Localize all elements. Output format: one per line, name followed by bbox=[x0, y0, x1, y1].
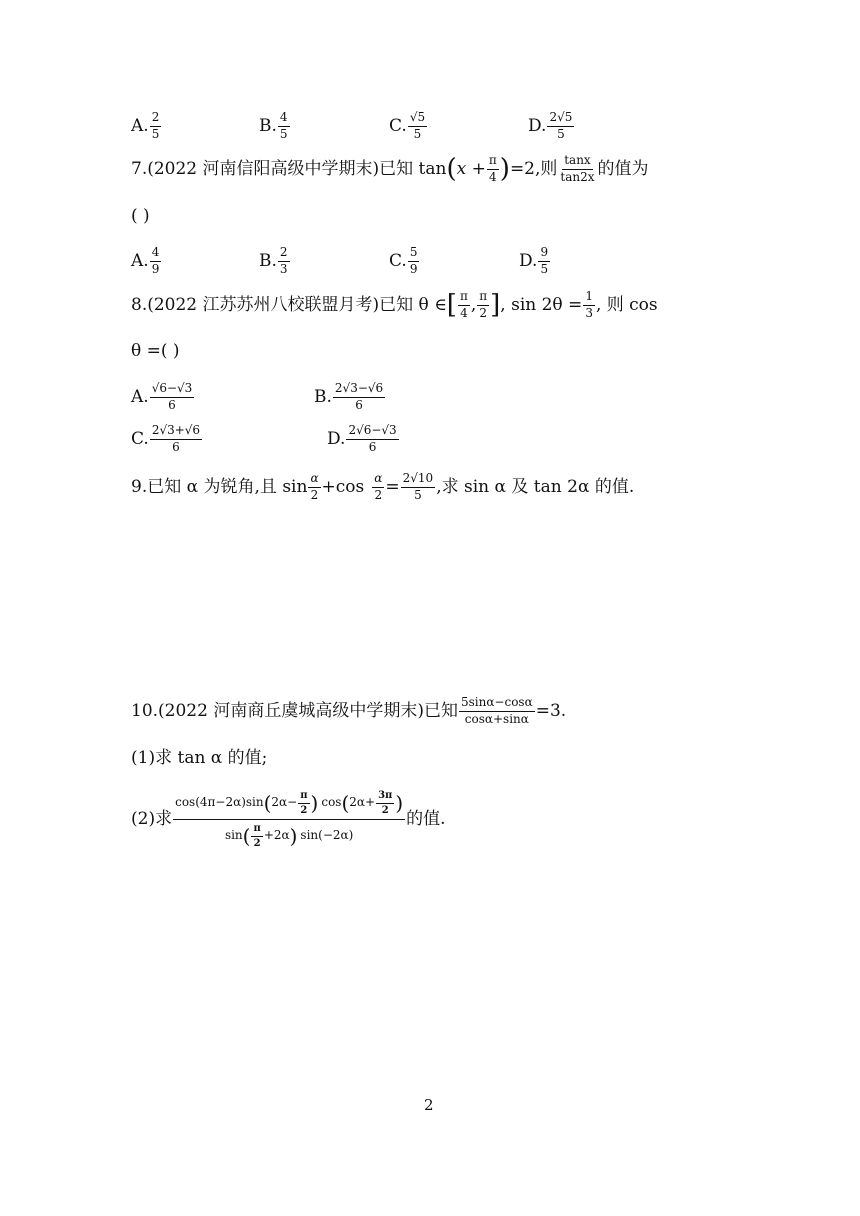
q7-option-b: B. $\frac{2}{3}$ bbox=[259, 245, 288, 276]
q8-option-a: A. $\frac{√6-√3}{6}$ bbox=[131, 381, 193, 412]
fraction: $\frac{2√5}{5}$ bbox=[549, 110, 573, 141]
q6-option-c: C. $\frac{√5}{5}$ bbox=[389, 110, 426, 141]
q6-option-a: A. $\frac{2}{5}$ bbox=[131, 110, 160, 141]
fraction: $\frac{√5}{5}$ bbox=[409, 110, 426, 141]
fraction: $\frac{\pi}{4}$ bbox=[488, 153, 497, 184]
fraction: $\frac{\alpha}{2}$ bbox=[310, 471, 319, 502]
q6-option-d: D. $\frac{2√5}{5}$ bbox=[528, 110, 573, 141]
q8-option-c: C. $\frac{2√3+√6}{6}$ bbox=[131, 423, 201, 454]
question-10-part-1: (1)求 tan α 的值; bbox=[131, 748, 268, 768]
question-10-stem: 10.(2022 河南商丘虞城高级中学期末)已知 $\frac{5\sin\alpha-\cos\alpha}{\cos\alpha+\sin\alpha}$ =3. bbox=[131, 695, 567, 726]
question-7-blank: ( ) bbox=[131, 206, 150, 226]
fraction: $\frac{\pi}{4}$ bbox=[459, 289, 468, 320]
question-7-stem: 7.(2022 河南信阳高级中学期末)已知 tan ( x + $\frac{\pi}{4}$ ) =2,则 $\frac{\tan x}{\tan 2x}$ 的值为 bbox=[131, 153, 649, 185]
question-9: 9.已知 α 为锐角,且 sin $\frac{\alpha}{2}$ +cos $\frac{\alpha}{2}$ = $\frac{2√10}{5}$ ,求 sin α 及 tan 2α 的值. bbox=[131, 471, 635, 502]
fraction-large: cos(4π−2α)sin ( 2α− $\frac{\pi}{2}$ ) cos ( 2α+ $\frac{3\pi}{2}$ ) sin ( $\frac{\pi}{2}$ +2α ) sin(−2α) bbox=[175, 790, 404, 849]
fraction: $\frac{4}{9}$ bbox=[151, 245, 160, 276]
fraction: $\frac{\pi}{2}$ bbox=[479, 289, 488, 320]
fraction: $\frac{2√3-√6}{6}$ bbox=[334, 381, 384, 412]
question-10-part-2: (2)求 cos(4π−2α)sin ( 2α− $\frac{\pi}{2}$ ) cos ( 2α+ $\frac{3\pi}{2}$ ) sin ( $\frac{\pi}{2}$ +2α ) sin(−2α) 的值. bbox=[131, 790, 446, 849]
q8-option-b: B. $\frac{2√3-√6}{6}$ bbox=[314, 381, 384, 412]
fraction: $\frac{1}{3}$ bbox=[585, 289, 593, 320]
fraction: $\frac{2√6-√3}{6}$ bbox=[348, 423, 397, 454]
fraction: $\frac{5\sin\alpha-\cos\alpha}{\cos\alpha+\sin\alpha}$ bbox=[460, 695, 533, 726]
fraction: $\frac{\tan x}{\tan 2x}$ bbox=[560, 153, 595, 184]
q6-option-b: B. $\frac{4}{5}$ bbox=[259, 110, 288, 141]
q7-option-a: A. $\frac{4}{9}$ bbox=[131, 245, 160, 276]
fraction: $\frac{\alpha}{2}$ bbox=[374, 471, 383, 502]
q7-option-c: C. $\frac{5}{9}$ bbox=[389, 245, 418, 276]
q8-option-d: D. $\frac{2√6-√3}{6}$ bbox=[327, 423, 397, 454]
fraction: $\frac{5}{9}$ bbox=[409, 245, 418, 276]
fraction: $\frac{2}{3}$ bbox=[279, 245, 288, 276]
fraction: $\frac{2}{5}$ bbox=[151, 110, 160, 141]
q7-option-d: D. $\frac{9}{5}$ bbox=[519, 245, 549, 276]
fraction: $\frac{4}{5}$ bbox=[279, 110, 288, 141]
fraction: $\frac{2√10}{5}$ bbox=[402, 471, 434, 502]
fraction: $\frac{9}{5}$ bbox=[540, 245, 549, 276]
question-8-blank: θ =( ) bbox=[131, 341, 180, 361]
question-8-stem: 8.(2022 江苏苏州八校联盟月考)已知 θ ∈ [ $\frac{\pi}{4}$ , $\frac{\pi}{2}$ ] , sin 2θ = $\frac{1}{3}$ , 则 cos bbox=[131, 289, 658, 321]
fraction: $\frac{√6-√3}{6}$ bbox=[151, 381, 193, 412]
page-number: 2 bbox=[424, 1096, 434, 1114]
fraction: $\frac{2√3+√6}{6}$ bbox=[151, 423, 201, 454]
